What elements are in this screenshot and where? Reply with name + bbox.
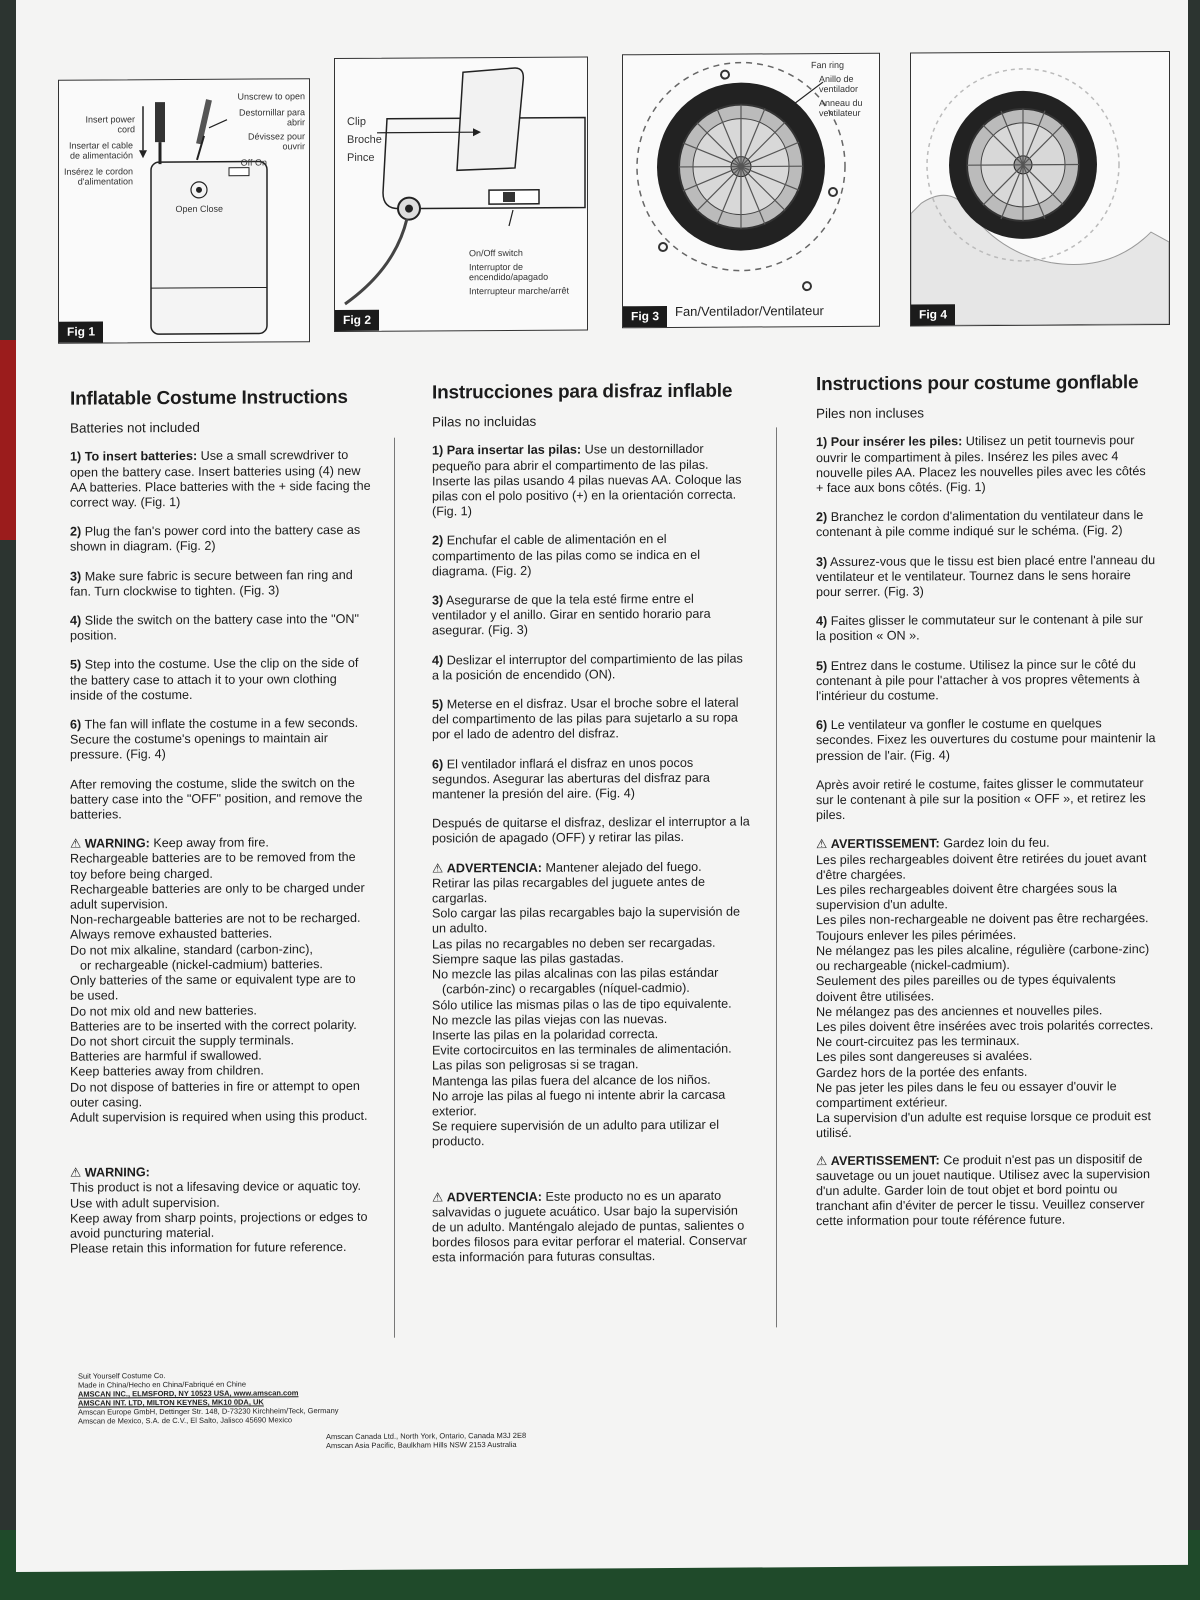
unscrew-label-es: Destornillar para abrir (238, 107, 305, 128)
french-warning-2: ⚠ AVERTISSEMENT: Ce produit n'est pas un dispositif de sauvetage ou un jouet nautique. Utilisez avec la supervision d'un adulte. Garder loin de tout objet et bord pointu ou tranchant afin d'éviter de percer le tissu. Veuillez conserver cette information pour toute référence future. (816, 1151, 1150, 1229)
spanish-column (432, 380, 750, 1306)
spanish-step-3: 3) Asegurarse de que la tela esté firme entre el ventilador y el anillo. Girar en sentido horario para asegurar. (Fig. 3) (432, 591, 711, 638)
english-step-4: 4) Slide the switch on the battery case into the "ON" position. (70, 611, 359, 643)
clip-label-es: Broche (347, 133, 382, 146)
column-divider-right (776, 427, 777, 1327)
french-step-6: 6) Le ventilateur va gonfler le costume en quelques secondes. Fixez les ouvertures du costume pour maintenir la pression de l'air. (Fig. 4) (816, 716, 1156, 763)
switch-label: On/Off switch (469, 247, 523, 259)
english-step-2: 2) Plug the fan's power cord into the battery case as shown in diagram. (Fig. 2) (70, 523, 361, 555)
warning-icon: ⚠ (70, 836, 82, 851)
english-title: Inflatable Costume Instructions (70, 386, 348, 410)
english-warning-2: ⚠ WARNING: This product is not a lifesaving device or aquatic toy. Use with adult supervision. Keep away from sharp points, projections or edges to avoid puncturing material. Please retain this information for future reference. (70, 1165, 368, 1256)
switch-label-fr: Interrupteur marche/arrêt (469, 285, 570, 297)
figure-4 (910, 51, 1170, 327)
fig-4-tag: Fig 4 (911, 304, 955, 325)
english-step-3: 3) Make sure fabric is secure between fan ring and fan. Turn clockwise to tighten. (Fig. 3) (70, 567, 353, 599)
fig-1-tag: Fig 1 (59, 321, 103, 342)
column-divider-left (394, 438, 395, 1338)
insert-cord-label: Insert power cord (85, 114, 135, 135)
french-subtitle: Piles non incluses (816, 405, 925, 422)
fan-ring-label-es: Anillo de ventilador (819, 73, 859, 95)
english-warning-1: ⚠ WARNING: Keep away from fire. Rechargeable batteries are to be removed from the toy before being charged. Rechargeable batteries are only to be charged under adult supervision. Non-rechargeable batteries are not to be recharged. Always remove exhausted batteries. Do not mix alkaline, standard (carbon-zinc), or rechargeable (nickel-cadmium) batteries. Only batteries of the same or equivalent type are to be used. Do not mix old and new batteries. Batteries are to be inserted with the correct polarity. Do not short circuit the supply terminals. Batteries are harmful if swallowed. Keep batteries away from children. Do not dispose of batteries in fire or attempt to open outer casing. Adult supervision is required when using this product. (70, 835, 368, 1125)
english-step-1: 1) To insert batteries: Use a small screwdriver to open the battery case. Insert batteries using (4) new AA batteries. Place batteries with the + side facing the correct way. (Fig. 1) (70, 448, 371, 510)
warning-icon: ⚠ (816, 1153, 828, 1168)
english-column (70, 386, 372, 1297)
fan-ring-diagram (623, 54, 879, 328)
inflated-fan-diagram (911, 52, 1169, 326)
figure-row (58, 51, 1178, 338)
spanish-title: Instrucciones para disfraz inflable (432, 380, 733, 404)
fan-ring-label-fr: Anneau du ventilateur (819, 97, 863, 119)
french-title: Instructions pour costume gonflable (816, 372, 1139, 396)
clip-label-fr: Pince (347, 151, 375, 164)
unscrew-label-fr: Dévissez pour ouvrir (247, 131, 305, 152)
french-step-3: 3) Assurez-vous que le tissu est bien placé entre l'anneau du ventilateur et le ventilateur. Tournez dans le sens horaire pour serrer. (Fig. 3) (816, 552, 1156, 600)
spanish-step-5: 5) Meterse en el disfraz. Usar el broche sobre el lateral del compartimento de las pilas para sujetarlo a su ropa por el lado de adentro del disfraz. (432, 695, 739, 742)
fan-caption: Fan/Ventilador/Ventilateur (675, 303, 824, 319)
instruction-sheet (16, 0, 1188, 1572)
spanish-warning-2: ⚠ ADVERTENCIA: Este producto no es un aparato salvavidas o juguete acuático. Usar bajo la supervisión de un adulto. Manténgalo alejado de puntas, salientes o bordes filosos para evitar perforar el material. Conservar esta información para futuras consultas. (432, 1188, 747, 1265)
manufacturer-footer-right: Amscan Canada Ltd., North York, Ontario, Canada M3J 2E8 Amscan Asia Pacific, Baulkham Hills NSW 2153 Australia (326, 1430, 527, 1451)
french-step-5: 5) Entrez dans le costume. Utilisez la pince sur le côté du contenant à pile pour l'attacher à vos propres vêtements à l'intérieur du costume. (816, 656, 1140, 704)
open-close-label: Open Close (175, 203, 223, 215)
warning-icon: ⚠ (432, 1189, 444, 1204)
warning-icon: ⚠ (70, 1165, 82, 1180)
fig-2-tag: Fig 2 (335, 310, 379, 331)
insert-cord-label-es: Insertar el cable de alimentación (68, 140, 133, 161)
unscrew-label: Unscrew to open (237, 91, 305, 102)
figure-3 (622, 53, 880, 329)
english-step-6: 6) The fan will inflate the costume in a few seconds. Secure the costume's openings to maintain air pressure. (Fig. 4) (70, 715, 359, 763)
spanish-step-1: 1) Para insertar las pilas: Use un destornillador pequeño para abrir el compartimento de las pilas. Inserte las pilas usando 4 pilas nuevas AA. Coloque las pilas con el polo positivo (+) en la orientación correcta. (Fig. 1) (432, 442, 742, 519)
spanish-step-6: 6) El ventilador inflará el disfraz en unos pocos segundos. Asegurar las aberturas del disfraz para mantener la presión del aire. (Fig. 4) (432, 755, 710, 802)
spanish-after: Después de quitarse el disfraz, deslizar el interruptor a la posición de apagado (OFF) y retirar las pilas. (432, 814, 750, 846)
fan-ring-label: Fan ring (811, 59, 845, 71)
insert-cord-label-fr: Insérez le cordon d'alimentation (63, 166, 133, 187)
spanish-step-4: 4) Deslizar el interruptor del compartimiento de las pilas a la posición de encendido (ON). (432, 651, 743, 683)
spanish-step-2: 2) Enchufar el cable de alimentación en el compartimento de las pilas como se indica en el diagrama. (Fig. 2) (432, 532, 701, 579)
french-warning-1: ⚠ AVERTISSEMENT: Gardez loin du feu. Les piles rechargeables doivent être retirées du jouet avant d'être chargées. Les piles rechargeables doivent être chargées sous la supervision d'un adulte. Les piles non-rechargeable ne doivent pas être rechargées. Toujours enlever les piles périmées. Ne mélangez pas les piles alcaline, régulière (carbone-zinc) ou rechargeable (nickel-cadmium). Seulement des piles pareilles ou de types équivalents doivent être utilisées. Ne mélangez pas des anciennes et nouvelles piles. Les piles doivent être insérées avec trois polarités correctes. Ne court-circuitez pas les terminaux. Les piles sont dangereuses si avalées. Gardez hors de la portée des enfants. Ne pas jeter les piles dans le feu ou essayer d'ouvir le compartiment extérieur. La supervision d'un adulte est requise lorsque ce produit est utilisé. (816, 836, 1154, 1141)
figure-2 (334, 57, 588, 333)
french-step-2: 2) Branchez le cordon d'alimentation du ventilateur dans le contenant à pile comme indiqué sur le schéma. (Fig. 2) (816, 508, 1144, 540)
english-step-5: 5) Step into the costume. Use the clip on the side of the battery case to attach it to your own clothing inside of the costume. (70, 656, 359, 703)
spanish-subtitle: Pilas no incluidas (432, 414, 537, 430)
warning-icon: ⚠ (816, 837, 828, 852)
spanish-warning-1: ⚠ ADVERTENCIA: Mantener alejado del fuego. Retirar las pilas recargables del juguete antes de cargarlas. Solo cargar las pilas recargables bajo la supervisión de un adulto. Las pilas no recargables no deben ser recargadas. Siempre saque las pilas gastadas. No mezcle las pilas alcalinas con las pilas estándar (carbón-zinc) o recargables (níquel-cadmio). Sólo utilice las mismas pilas o las de tipo equivalente. No mezcle las pilas viejas con las nuevas. Inserte las pilas en la polaridad correcta. Evite cortocircuitos en las terminales de alimentación. Las pilas son peligrosas si se tragan. Mantenga las pilas fuera del alcance de los niños. No arroje las pilas al fuego ni intente abrir la carcasa exterior. Se requiere supervisión de un adulto para utilizar el producto. (432, 859, 741, 1149)
french-step-1: 1) Pour insérer les piles: Utilisez un petit tournevis pour ouvrir le compartiment à piles. Insérez les piles avec 4 nouvelle piles AA. Placez les nouvelles piles avec les côtés + face aux bons côtés. (Fig. 1) (816, 433, 1146, 496)
french-column (816, 372, 1156, 1270)
clip-label: Clip (347, 115, 366, 128)
figure-1 (58, 78, 310, 344)
english-subtitle: Batteries not included (70, 420, 200, 436)
french-after: Après avoir retiré le costume, faites glisser le commutateur sur le contenant à pile sur la position « OFF », et retirez les piles. (816, 775, 1146, 823)
off-on-label: Off On (240, 157, 267, 168)
manufacturer-footer: Suit Yourself Costume Co. Made in China/Hecho en China/Fabriqué en Chine AMSCAN INC., ELMSFORD, NY 10523 USA, www.amscan.com AMSCAN INT. LTD, MILTON KEYNES, MK10 0DA, UK Amscan Europe GmbH, Dettinger Str. 148, D-73230 Kirchheim/Teck, Germany Amscan de Mexico, S.A. de C.V., El Salto, Jalisco 45690 Mexico (78, 1371, 339, 1426)
english-after: After removing the costume, slide the switch on the battery case into the "OFF" position, and remove the batteries. (70, 775, 363, 822)
warning-icon: ⚠ (432, 861, 444, 876)
french-step-4: 4) Faites glisser le commutateur sur le contenant à pile sur la position « ON ». (816, 612, 1143, 644)
fig-3-tag: Fig 3 (623, 306, 667, 327)
switch-label-es: Interruptor de encendido/apagado (469, 261, 549, 283)
